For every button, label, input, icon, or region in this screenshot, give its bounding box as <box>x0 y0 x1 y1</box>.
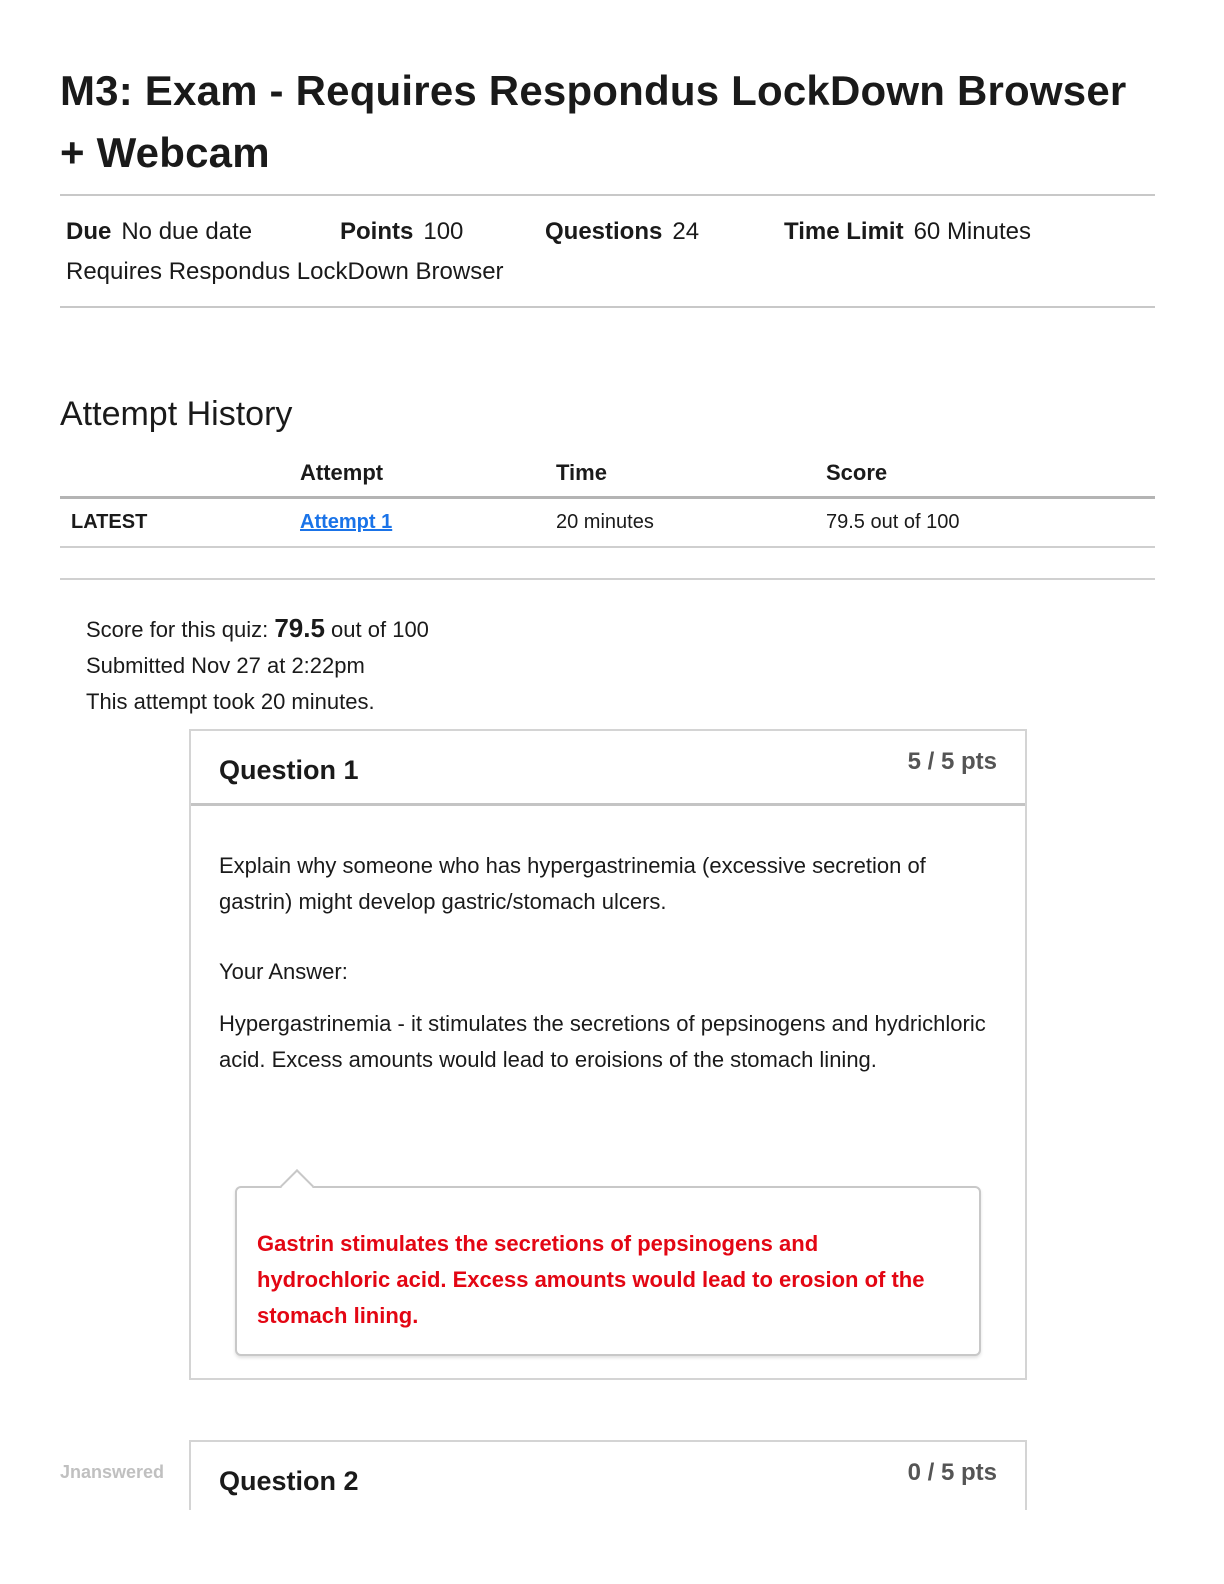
attempt-cell <box>300 498 556 548</box>
meta-points-value: 100 <box>423 218 464 245</box>
quiz-page <box>60 60 1155 720</box>
duration-line: This attempt took 20 minutes. <box>86 689 375 714</box>
table-header-row <box>60 460 1155 498</box>
submitted-line: Submitted Nov 27 at 2:22pm <box>86 653 365 678</box>
divider <box>60 306 1155 308</box>
question-body <box>191 806 1025 1078</box>
question-card <box>189 729 1027 1380</box>
question-title: Question 2 <box>219 1465 359 1496</box>
question-header <box>191 1442 1025 1514</box>
meta-requirement: Requires Respondus LockDown Browser <box>66 258 504 285</box>
score-suffix: out of 100 <box>331 617 429 642</box>
meta-due-value: No due date <box>121 218 253 245</box>
meta-due-label: Due <box>66 218 112 245</box>
attempt-history-table <box>60 460 1155 548</box>
meta-points-label: Points <box>340 218 414 245</box>
meta-time-limit-label: Time Limit <box>784 218 904 245</box>
column-header-time: Time <box>556 460 826 498</box>
feedback-text: Gastrin stimulates the secretions of pepsinogens and hydrochloric acid. Excess amounts would lead to erosion of the stomach lining. <box>257 1231 925 1328</box>
column-header-attempt: Attempt <box>300 460 556 498</box>
meta-questions-label: Questions <box>545 218 663 245</box>
question-points: 5 / 5 pts <box>907 748 997 775</box>
answer-text: Hypergastrinemia - it stimulates the secretions of pepsinogens and hydrichloric acid. Excess amounts would lead to eroisions of the stomach lining. <box>219 1011 986 1072</box>
meta-time-limit-value: 60 Minutes <box>913 218 1031 245</box>
unanswered-label: Jnanswered <box>60 1462 165 1482</box>
attempt-history-title: Attempt History <box>60 395 293 433</box>
question-text: Explain why someone who has hypergastrinemia (excessive secretion of gastrin) might develop gastric/stomach ulcers. <box>219 853 926 914</box>
table-row <box>60 498 1155 548</box>
meta-points <box>340 212 545 252</box>
score-line <box>86 610 1155 648</box>
question-points: 0 / 5 pts <box>907 1459 997 1486</box>
question-title: Question 1 <box>219 754 359 785</box>
attempt-time: 20 minutes <box>556 498 826 548</box>
feedback-caret <box>280 1169 314 1203</box>
your-answer-label: Your Answer: <box>219 959 348 984</box>
meta-time-limit <box>784 212 1031 252</box>
meta-questions-value: 24 <box>672 218 700 245</box>
question-card <box>189 1440 1027 1510</box>
column-header-tag <box>60 460 300 498</box>
question-header <box>191 731 1025 806</box>
column-header-score: Score <box>826 460 1155 498</box>
attempt-1-link[interactable]: Attempt 1 <box>300 511 393 533</box>
latest-tag: LATEST <box>60 498 300 548</box>
page-title: M3: Exam - Requires Respondus LockDown Browser + Webcam <box>60 67 1127 176</box>
feedback-box <box>235 1186 981 1356</box>
score-value: 79.5 <box>274 613 325 643</box>
meta-questions <box>545 212 784 252</box>
quiz-summary <box>60 580 1155 720</box>
quiz-meta <box>60 196 1155 306</box>
meta-due <box>66 212 340 252</box>
score-prefix: Score for this quiz: <box>86 617 269 642</box>
attempt-score: 79.5 out of 100 <box>826 498 1155 548</box>
